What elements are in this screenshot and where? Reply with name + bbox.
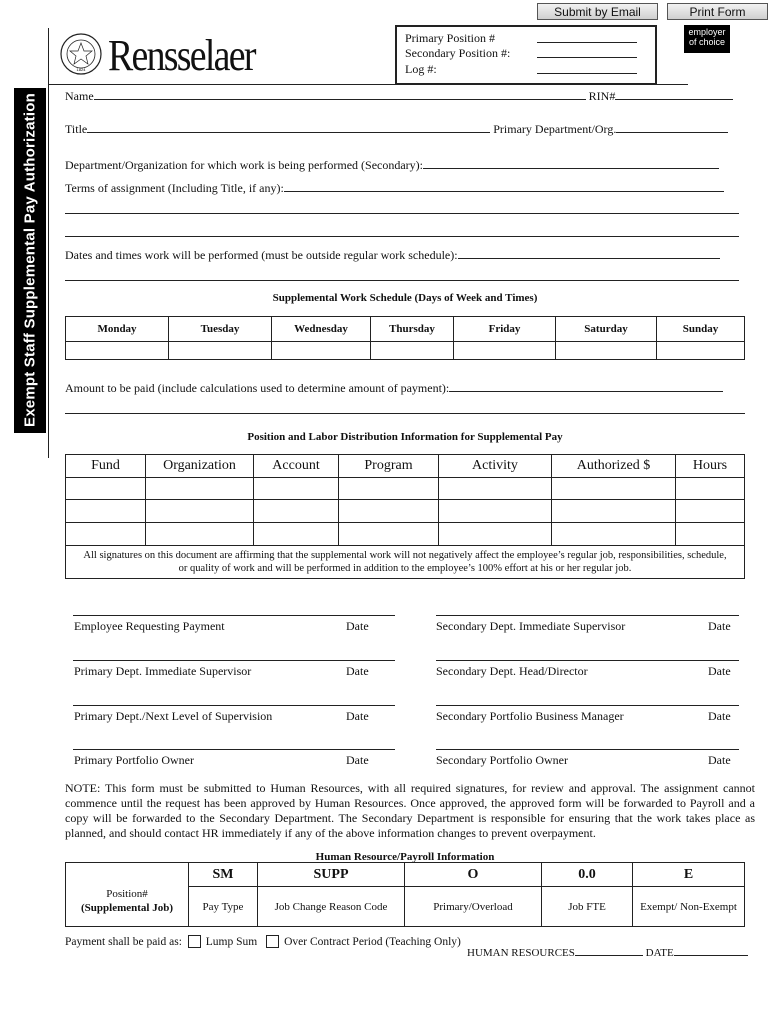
schedule-title: Supplemental Work Schedule (Days of Week and Times): [272, 292, 538, 304]
date-label: Date: [708, 709, 731, 723]
labor-cell[interactable]: [66, 500, 146, 523]
schedule-times-row: [66, 342, 745, 360]
hr-code-exempt: E: [633, 863, 745, 887]
amount-line-2[interactable]: [65, 413, 745, 414]
dates-field[interactable]: [458, 247, 720, 259]
labor-title: Position and Labor Distribution Information for Supplemental Pay: [247, 431, 563, 443]
sig-secondary-owner-label: Secondary Portfolio Owner: [436, 753, 568, 767]
labor-cell[interactable]: [439, 500, 552, 523]
hr-date-field[interactable]: [674, 945, 748, 956]
hr-code-primary-overload: O: [405, 863, 542, 887]
signature-line[interactable]: [73, 749, 395, 750]
col-program: Program: [339, 455, 439, 478]
labor-cell[interactable]: [676, 478, 745, 500]
day-monday: Monday: [66, 317, 169, 342]
rensselaer-logo: Rensselaer: [108, 31, 255, 80]
svg-text:1824: 1824: [76, 67, 86, 72]
signature-line[interactable]: [73, 615, 395, 616]
day-friday: Friday: [454, 317, 556, 342]
hr-position-cell[interactable]: [66, 863, 189, 927]
payment-label: Payment shall be paid as:: [65, 936, 182, 949]
sig-primary-owner-label: Primary Portfolio Owner: [74, 753, 194, 767]
date-label: Date: [346, 619, 369, 633]
time-cell[interactable]: [657, 342, 745, 360]
primary-position-label: Primary Position #: [405, 31, 496, 45]
dates-row: [65, 247, 720, 263]
labor-cell[interactable]: [339, 500, 439, 523]
day-tuesday: Tuesday: [169, 317, 272, 342]
labor-table: [65, 454, 745, 579]
hr-signoff-field[interactable]: [575, 945, 643, 956]
time-cell[interactable]: [454, 342, 556, 360]
over-contract-checkbox[interactable]: [266, 935, 279, 948]
day-thursday: Thursday: [371, 317, 454, 342]
title-row: [65, 121, 728, 137]
labor-cell[interactable]: [146, 523, 254, 546]
form-title-sidebar: [14, 88, 46, 433]
signature-line[interactable]: [73, 660, 395, 661]
amount-row: [65, 380, 723, 396]
primary-position-field[interactable]: [537, 42, 637, 43]
labor-cell[interactable]: [552, 500, 676, 523]
labor-header-row: [66, 455, 745, 478]
sig-business-manager-label: Secondary Portfolio Business Manager: [436, 709, 624, 723]
col-fund: Fund: [66, 455, 146, 478]
labor-cell[interactable]: [552, 478, 676, 500]
time-cell[interactable]: [169, 342, 272, 360]
date-label: Date: [708, 753, 731, 767]
log-number-label: Log #:: [405, 62, 437, 76]
primary-dept-label: Primary Department/Org.: [493, 122, 617, 136]
labor-cell[interactable]: [439, 523, 552, 546]
title-field[interactable]: [87, 121, 490, 133]
labor-cell[interactable]: [254, 500, 339, 523]
schedule-table: [65, 316, 745, 360]
dept-secondary-label: Department/Organization for which work is being performed (Secondary):: [65, 158, 423, 172]
sidebar-rule: [48, 86, 49, 458]
sig-primary-supervisor-label: Primary Dept. Immediate Supervisor: [74, 664, 252, 678]
dates-label: Dates and times work will be performed (must be outside regular work schedule):: [65, 248, 458, 262]
hr-date-label: DATE: [645, 947, 674, 959]
labor-row: [66, 523, 745, 546]
col-organization: Organization: [146, 455, 254, 478]
labor-row: [66, 500, 745, 523]
form-title: Exempt Staff Supplemental Pay Authorization: [21, 93, 39, 427]
labor-cell[interactable]: [66, 523, 146, 546]
day-wednesday: Wednesday: [272, 317, 371, 342]
labor-cell[interactable]: [439, 478, 552, 500]
labor-cell[interactable]: [552, 523, 676, 546]
print-form-button[interactable]: Print Form: [667, 3, 768, 20]
signature-line[interactable]: [73, 705, 395, 706]
hr-label-primary-overload: Primary/Overload: [405, 887, 542, 927]
col-hours: Hours: [676, 455, 745, 478]
title-label: Title: [65, 122, 88, 136]
name-field[interactable]: [94, 88, 586, 100]
time-cell[interactable]: [66, 342, 169, 360]
terms-label: Terms of assignment (Including Title, if any):: [65, 181, 284, 195]
employer-of-choice-badge: employer of choice: [684, 25, 730, 53]
labor-cell[interactable]: [676, 523, 745, 546]
labor-note-row: [66, 546, 745, 579]
time-cell[interactable]: [371, 342, 454, 360]
sig-secondary-supervisor-label: Secondary Dept. Immediate Supervisor: [436, 619, 626, 633]
hr-code-fte: 0.0: [542, 863, 633, 887]
dept-secondary-field[interactable]: [423, 157, 719, 169]
labor-note: All signatures on this document are affirming that the supplemental work will not negatively affect the employee’s regular job, responsibilities, schedule, or quality of work and will be performed in addition to the employee’s 100% effort at his or her regular job.: [66, 546, 745, 579]
day-sunday: Sunday: [657, 317, 745, 342]
hr-position-sub-label: (Supplemental Job): [81, 901, 173, 914]
time-cell[interactable]: [272, 342, 371, 360]
terms-row: [65, 180, 724, 196]
secondary-position-label: Secondary Position #:: [405, 46, 511, 60]
labor-cell[interactable]: [254, 523, 339, 546]
labor-cell[interactable]: [676, 500, 745, 523]
amount-label: Amount to be paid (include calculations used to determine amount of payment):: [65, 381, 450, 395]
date-label: Date: [708, 664, 731, 678]
log-number-field[interactable]: [537, 73, 637, 74]
hr-codes-row: [66, 863, 745, 887]
dates-line-2[interactable]: [65, 280, 739, 281]
sig-employee-label: Employee Requesting Payment: [74, 619, 225, 633]
hr-label-fte: Job FTE: [542, 887, 633, 927]
name-label: Name: [65, 89, 94, 103]
labor-cell[interactable]: [339, 478, 439, 500]
hr-code-pay-type: SM: [189, 863, 258, 887]
labor-cell[interactable]: [339, 523, 439, 546]
over-contract-label: Over Contract Period (Teaching Only): [284, 936, 461, 949]
sig-next-level-label: Primary Dept./Next Level of Supervision: [74, 709, 273, 723]
hr-position-label: Position#: [106, 887, 148, 900]
signature-line[interactable]: [436, 660, 739, 661]
submission-note: NOTE: This form must be submitted to Human Resources, with all required signatures, for review and approval. The assignment cannot commence until the request has been approved by Human Resources. Once approved, the approved form will be forwarded to Payroll and a copy will be forwarded to the Secondary Department. The Secondary Department is responsible for ensuring that the work takes place as planned, and should contact HR immediately if any of the above information changes to prevent overpayment.: [65, 781, 755, 840]
hr-label-pay-type: Pay Type: [189, 887, 258, 927]
hr-signoff-row: [467, 945, 748, 959]
primary-dept-field[interactable]: [616, 121, 728, 133]
hr-signoff-label: HUMAN RESOURCES: [467, 947, 575, 959]
terms-line-3[interactable]: [65, 236, 739, 237]
hr-label-reason: Job Change Reason Code: [258, 887, 405, 927]
terms-field[interactable]: [284, 180, 724, 192]
position-box: [395, 25, 657, 85]
rin-field[interactable]: [615, 88, 733, 100]
date-label: Date: [346, 753, 369, 767]
amount-field[interactable]: [449, 380, 723, 392]
dept-secondary-row: [65, 157, 719, 173]
lump-sum-checkbox[interactable]: [188, 935, 201, 948]
rin-label: RIN#: [588, 89, 616, 103]
col-activity: Activity: [439, 455, 552, 478]
date-label: Date: [346, 709, 369, 723]
terms-line-2[interactable]: [65, 213, 739, 214]
date-label: Date: [346, 664, 369, 678]
hr-title: Human Resource/Payroll Information: [315, 851, 495, 863]
secondary-position-field[interactable]: [537, 57, 637, 58]
signature-line[interactable]: [436, 705, 739, 706]
schedule-header-row: [66, 317, 745, 342]
hr-label-exempt: Exempt/ Non-Exempt: [633, 887, 745, 927]
col-authorized: Authorized $: [552, 455, 676, 478]
day-saturday: Saturday: [556, 317, 657, 342]
labor-cell[interactable]: [146, 500, 254, 523]
labor-cell[interactable]: [146, 478, 254, 500]
labor-cell[interactable]: [254, 478, 339, 500]
logo-divider: [48, 28, 49, 86]
date-label: Date: [708, 619, 731, 633]
col-account: Account: [254, 455, 339, 478]
payment-row: [65, 935, 461, 950]
hr-table: [65, 862, 745, 927]
lump-sum-label: Lump Sum: [205, 936, 258, 949]
time-cell[interactable]: [556, 342, 657, 360]
signature-line[interactable]: [436, 749, 739, 750]
labor-row: [66, 478, 745, 500]
hr-code-reason: SUPP: [258, 863, 405, 887]
submit-by-email-button[interactable]: Submit by Email: [537, 3, 658, 20]
name-row: [65, 88, 733, 104]
sig-secondary-head-label: Secondary Dept. Head/Director: [436, 664, 588, 678]
rensselaer-seal-icon: [60, 33, 102, 75]
signature-line[interactable]: [436, 615, 739, 616]
labor-cell[interactable]: [66, 478, 146, 500]
